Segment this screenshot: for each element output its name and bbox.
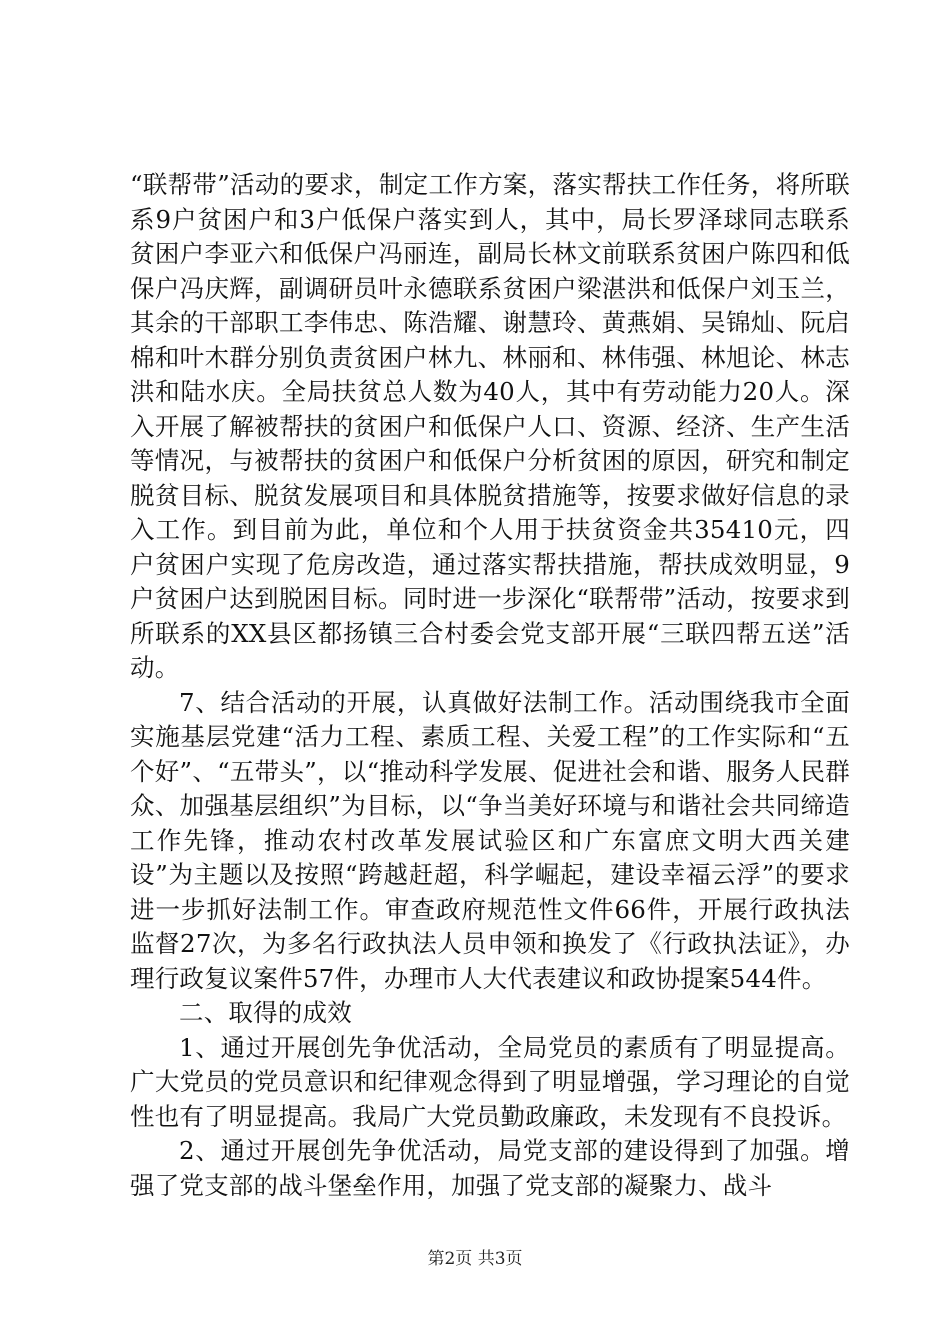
page-footer: 第2页 共3页 [427,1249,523,1269]
paragraph-help-activity: “联帮带”活动的要求，制定工作方案，落实帮扶工作任务，将所联系9户贫困户和3户低保户落实到人，其中，局长罗泽球同志联系贫困户李亚六和低保户冯丽连，副局长林文前联系贫困户陈四和低保户冯庆辉，副调研员叶永德联系贫困户梁湛洪和低保户刘玉兰，其余的干部职工李伟忠、陈浩耀、谢慧玲、黄燕娟、吴锦灿、阮启棉和叶木群分别负责贫困户林九、林丽和、林伟强、林旭论、林志洪和陆水庆。全局扶贫总人数为40人，其中有劳动能力20人。深入开展了解被帮扶的贫困户和低保户人口、资源、经济、生产生活等情况，与被帮扶的贫困户和低保户分析贫困的原因，研究和制定脱贫目标、脱贫发展项目和具体脱贫措施等，按要求做好信息的录入工作。到目前为此，单位和个人用于扶贫资金共35410元，四户贫困户实现了危房改造，通过落实帮扶措施，帮扶成效明显，9户贫困户达到脱困目标。同时进一步深化“联帮带”活动，按要求到所联系的XX县区都扬镇三合村委会党支部开展“三联四帮五送”活动。 [130,170,850,682]
paragraph-branch-building: 2、通过开展创先争优活动，局党支部的建设得到了加强。增强了党支部的战斗堡垒作用，加强了党支部的凝聚力、战斗 [130,1136,850,1200]
section-heading-results: 二、取得的成效 [179,998,352,1027]
paragraph-member-quality: 1、通过开展创先争优活动，全局党员的素质有了明显提高。广大党员的党员意识和纪律观念得到了明显增强，学习理论的自觉性也有了明显提高。我局广大党员勤政廉政，未发现有不良投诉。 [130,1032,850,1131]
document-body [130,168,850,1203]
paragraph-legal-work: 7、结合活动的开展，认真做好法制工作。活动围绕我市全面实施基层党建“活力工程、素质工程、关爱工程”的工作实际和“五个好”、“五带头”，以“推动科学发展、促进社会和谐、服务人民群众、加强基层组织”为目标，以“争当美好环境与和谐社会共同缔造工作先锋，推动农村改革发展试验区和广东富庶文明大西关建设”为主题以及按照“跨越赶超，科学崛起，建设幸福云浮”的要求进一步抓好法制工作。审查政府规范性文件66件，开展行政执法监督27次，为多名行政执法人员申领和换发了《行政执法证》，办理行政复议案件57件，办理市人大代表建议和政协提案544件。 [130,687,850,993]
